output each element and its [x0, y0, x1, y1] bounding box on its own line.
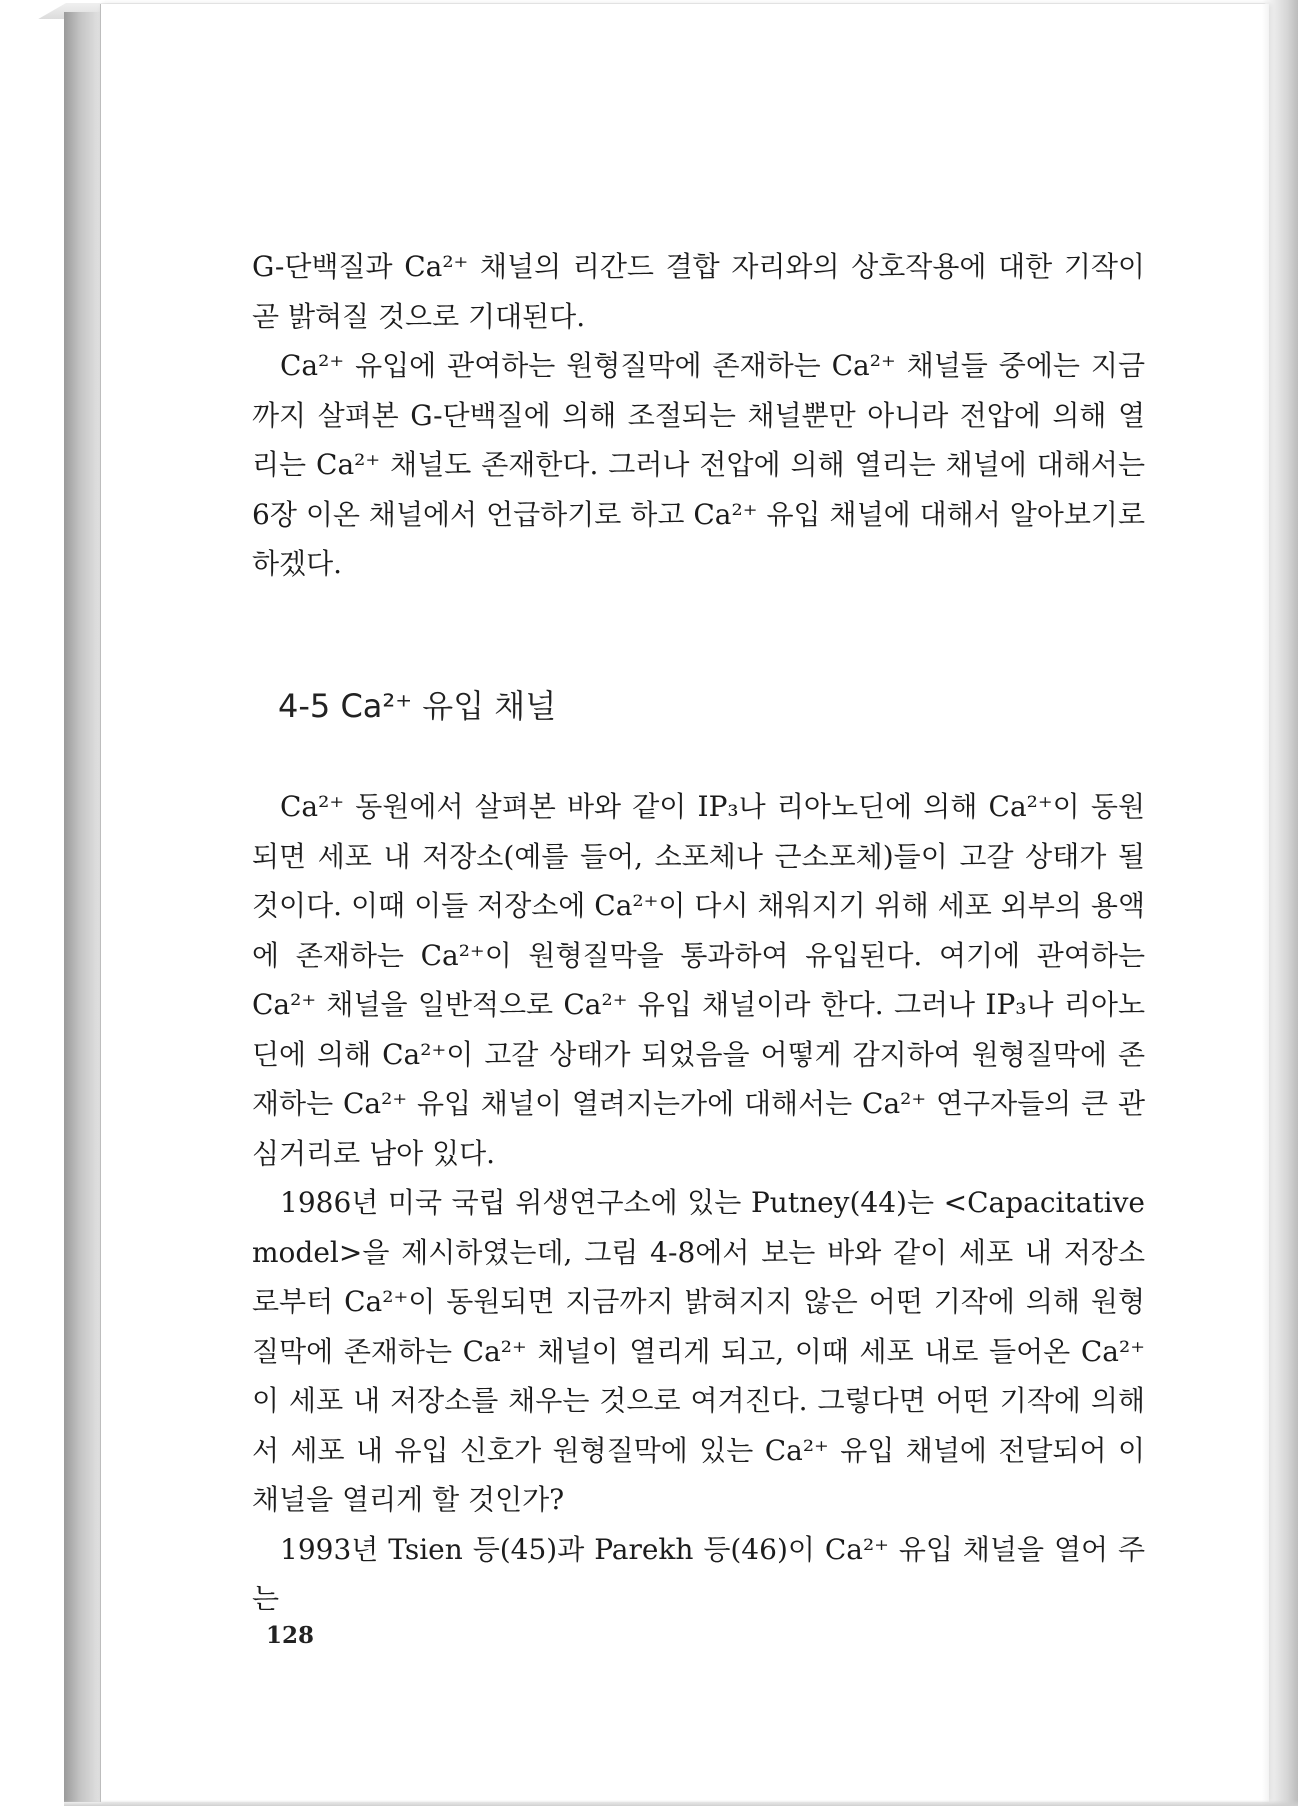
- paragraph: 1993년 Tsien 등(45)과 Parekh 등(46)이 Ca²⁺ 유입 채널을 열어 주는: [252, 1532, 1145, 1615]
- page-bottom-shadow: [64, 1800, 1298, 1806]
- paragraph: Ca²⁺ 유입에 관여하는 원형질막에 존재하는 Ca²⁺ 채널들 중에는 지금까지 살펴본 G-단백질에 의해 조절되는 채널뿐만 아니라 전압에 의해 열리는 Ca²⁺ 채널도 존재한다. 그러나 전압에 의해 열리는 채널에 대해서는 6장 이온 채널에서 언급하기로 하고 Ca²⁺ 유입 채널에 대해서 알아보기로 하겠다.: [252, 349, 1145, 580]
- page-number: 128: [266, 1622, 315, 1649]
- body-text-block: [252, 782, 1145, 1624]
- section-heading: 4-5 Ca²⁺ 유입 채널: [278, 687, 557, 725]
- page-edge-shadow: [1262, 0, 1298, 1806]
- paragraph: 1986년 미국 국립 위생연구소에 있는 Putney(44)는 <Capacitative model>을 제시하였는데, 그림 4-8에서 보는 바와 같이 세포 내 저장소로부터 Ca²⁺이 동원되면 지금까지 밝혀지지 않은 어떤 기작에 의해 원형질막에 존재하는 Ca²⁺ 채널이 열리게 되고, 이때 세포 내로 들어온 Ca²⁺이 세포 내 저장소를 채우는 것으로 여겨진다. 그렇다면 어떤 기작에 의해서 세포 내 유입 신호가 원형질막에 있는 Ca²⁺ 유입 채널에 전달되어 이 채널을 열리게 할 것인가?: [252, 1186, 1145, 1516]
- top-text-block: [252, 242, 1145, 589]
- book-spine: [64, 12, 100, 1802]
- paragraph: Ca²⁺ 동원에서 살펴본 바와 같이 IP₃나 리아노딘에 의해 Ca²⁺이 동원되면 세포 내 저장소(예를 들어, 소포체나 근소포체)들이 고갈 상태가 될 것이다. 이때 이들 저장소에 Ca²⁺이 다시 채워지기 위해 세포 외부의 용액에 존재하는 Ca²⁺이 원형질막을 통과하여 유입된다. 여기에 관여하는 Ca²⁺ 채널을 일반적으로 Ca²⁺ 유입 채널이라 한다. 그러나 IP₃나 리아노딘에 의해 Ca²⁺이 고갈 상태가 되었음을 어떻게 감지하여 원형질막에 존재하는 Ca²⁺ 유입 채널이 열려지는가에 대해서는 Ca²⁺ 연구자들의 큰 관심거리로 남아 있다.: [252, 790, 1145, 1170]
- paragraph: G-단백질과 Ca²⁺ 채널의 리간드 결합 자리와의 상호작용에 대한 기작이 곧 밝혀질 것으로 기대된다.: [252, 250, 1145, 333]
